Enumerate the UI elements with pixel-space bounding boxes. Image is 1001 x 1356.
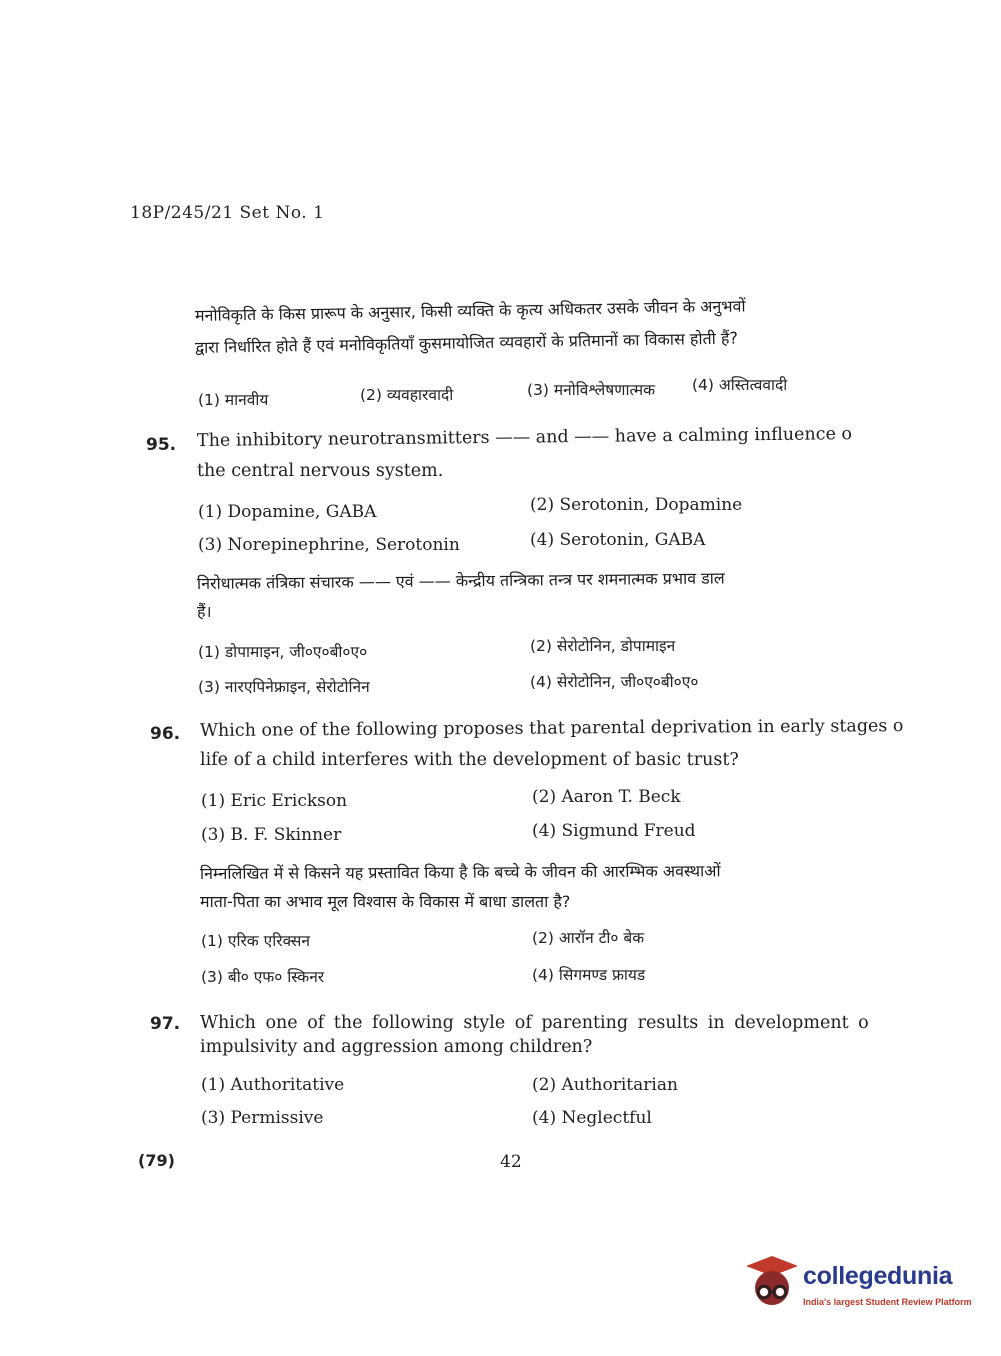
q95-option-2: (2) Serotonin, Dopamine [530, 495, 743, 515]
q97-number: 97. [150, 1014, 181, 1034]
q96-hindi-line2: माता-पिता का अभाव मूल विश्वास के विकास में बाधा डालता है? [200, 892, 571, 911]
q95-line2: the central nervous system. [197, 461, 444, 481]
q96-option-1: (1) Eric Erickson [201, 791, 348, 811]
q97-line1: Which one of the following style of parenting results in development o [200, 1013, 869, 1033]
q96-option-2: (2) Aaron T. Beck [532, 787, 681, 807]
q97-option-3: (3) Permissive [201, 1108, 324, 1128]
q95-hindi-option-1: (1) डोपामाइन, जी०ए०बी०ए० [198, 643, 368, 661]
q96-hindi-option-4: (4) सिगमण्ड फ्रायड [532, 966, 646, 984]
q96-line1: Which one of the following proposes that parental deprivation in early stages o [199, 716, 904, 741]
page-number: 42 [500, 1152, 522, 1172]
q94-option-4: (4) अस्तित्ववादी [692, 376, 788, 394]
q96-hindi-line1: निम्नलिखित में से किसने यह प्रस्तावित किया है कि बच्चे के जीवन की आरम्भिक अवस्थाओं [199, 861, 721, 883]
q95-line1: The inhibitory neurotransmitters —— and —— have a calming influence o [196, 424, 853, 451]
q97-option-1: (1) Authoritative [201, 1075, 345, 1095]
q95-hindi-option-2: (2) सेरोटोनिन, डोपामाइन [530, 637, 676, 655]
q95-option-3: (3) Norepinephrine, Serotonin [198, 535, 460, 555]
q97-option-2: (2) Authoritarian [532, 1075, 678, 1095]
q97-line2: impulsivity and aggression among children? [200, 1037, 593, 1057]
q96-hindi-option-3: (3) बी० एफ० स्किनर [201, 968, 325, 986]
q96-option-4: (4) Sigmund Freud [532, 821, 696, 841]
q95-option-1: (1) Dopamine, GABA [198, 502, 377, 522]
q94-hindi-line1: मनोविकृति के किस प्रारूप के अनुसार, किसी व्यक्ति के कृत्य अधिकतर उसके जीवन के अनुभवों [194, 296, 746, 325]
collegedunia-tagline: India's largest Student Review Platform [803, 1297, 972, 1307]
q96-hindi-option-1: (1) एरिक एरिक्सन [201, 932, 311, 950]
q94-option-3: (3) मनोविश्लेषणात्मक [527, 381, 656, 399]
set-label: 18P/245/21 Set No. 1 [130, 203, 325, 223]
q96-option-3: (3) B. F. Skinner [201, 825, 342, 845]
q94-option-1: (1) मानवीय [198, 391, 269, 409]
q95-hindi-option-4: (4) सेरोटोनिन, जी०ए०बी०ए० [530, 673, 699, 691]
q94-hindi-line2: द्वारा निर्धारित होते हैं एवं मनोविकृतियाँ कुसमायोजित व्यवहारों के प्रतिमानों का विकास होती हैं? [194, 328, 739, 357]
q95-hindi-line2: हैं। [197, 602, 212, 621]
q94-option-2: (2) व्यवहारवादी [360, 386, 454, 404]
q95-option-4: (4) Serotonin, GABA [530, 530, 706, 550]
q96-line2: life of a child interferes with the development of basic trust? [200, 750, 739, 770]
q96-number: 96. [150, 724, 181, 744]
q96-hindi-option-2: (2) आरॉन टी० बेक [532, 929, 645, 947]
booklet-code: (79) [138, 1151, 175, 1170]
q95-hindi-option-3: (3) नारएपिनेफ्राइन, सेरोटोनिन [198, 678, 370, 696]
collegedunia-mascot-icon [742, 1252, 802, 1312]
q97-option-4: (4) Neglectful [532, 1108, 652, 1128]
q95-number: 95. [146, 435, 177, 455]
q95-hindi-line1: निरोधात्मक तंत्रिका संचारक —— एवं —— केन्द्रीय तन्त्रिका तन्त्र पर शमनात्मक प्रभाव डाल [196, 568, 725, 593]
collegedunia-logo-text: collegedunia [803, 1262, 953, 1290]
